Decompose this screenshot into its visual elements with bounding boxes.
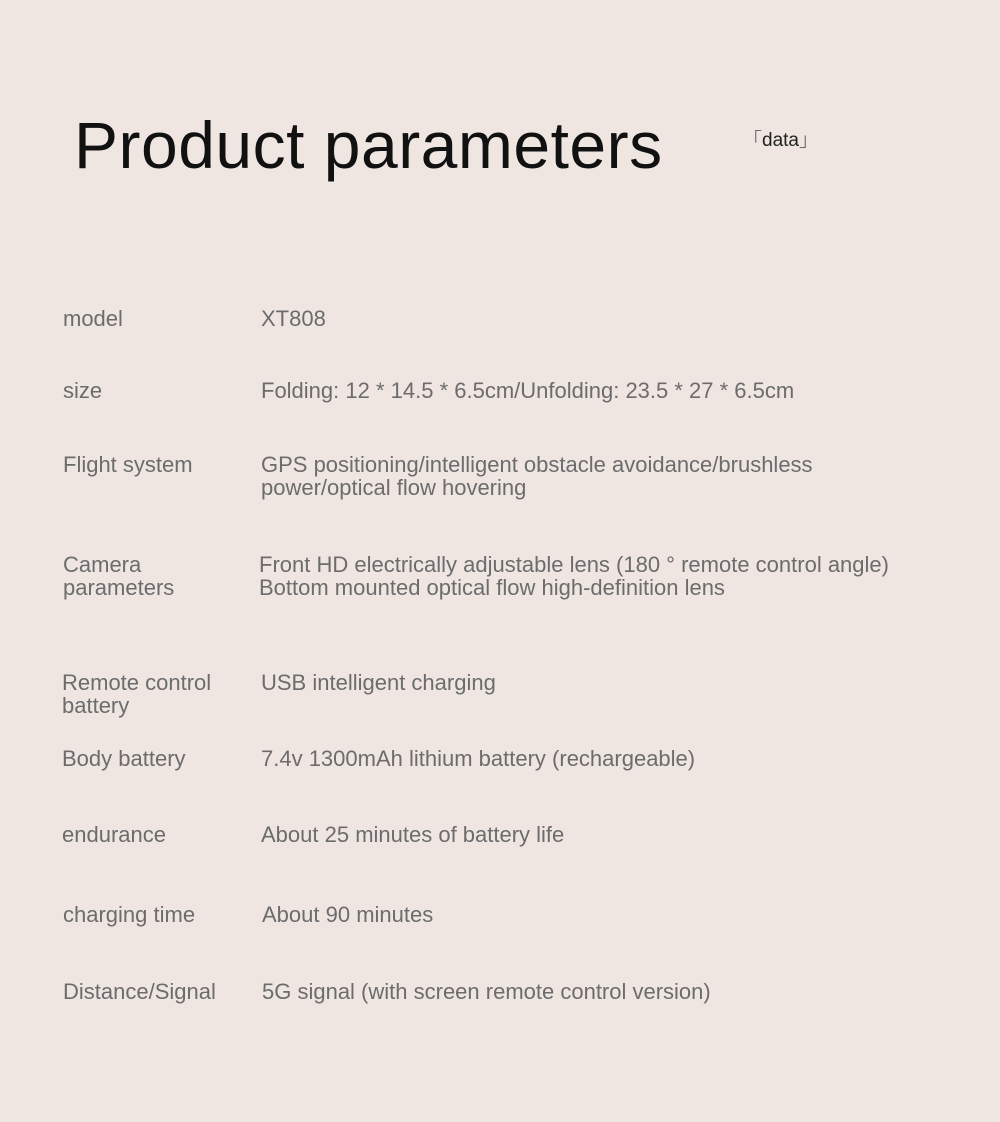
param-value: GPS positioning/intelligent obstacle avoidance/brushless power/optical flow hovering: [261, 452, 813, 500]
param-label: Flight system: [63, 452, 193, 477]
param-label: endurance: [62, 822, 166, 847]
param-value: 7.4v 1300mAh lithium battery (rechargeable): [261, 746, 696, 771]
param-value: Folding: 12 * 14.5 * 6.5cm/Unfolding: 23.5 * 27 * 6.5cm: [261, 378, 795, 403]
param-label: Camera parameters: [63, 552, 175, 600]
param-value: About 90 minutes: [262, 902, 434, 927]
param-value: Front HD electrically adjustable lens (180 ° remote control angle) Bottom mounted optical flow high-definition lens: [259, 552, 889, 600]
param-value: About 25 minutes of battery life: [261, 822, 565, 847]
param-value: XT808: [261, 306, 326, 331]
param-label: Remote control battery: [62, 670, 212, 718]
param-value: USB intelligent charging: [261, 670, 496, 695]
data-tag: 「data」: [743, 130, 818, 151]
param-label: size: [63, 378, 103, 403]
param-label: charging time: [63, 902, 196, 927]
param-label: Body battery: [62, 746, 186, 771]
page-title: Product parameters: [74, 108, 663, 182]
param-value: 5G signal (with screen remote control version): [262, 979, 711, 1004]
param-label: Distance/Signal: [63, 979, 216, 1004]
param-label: model: [63, 306, 123, 331]
